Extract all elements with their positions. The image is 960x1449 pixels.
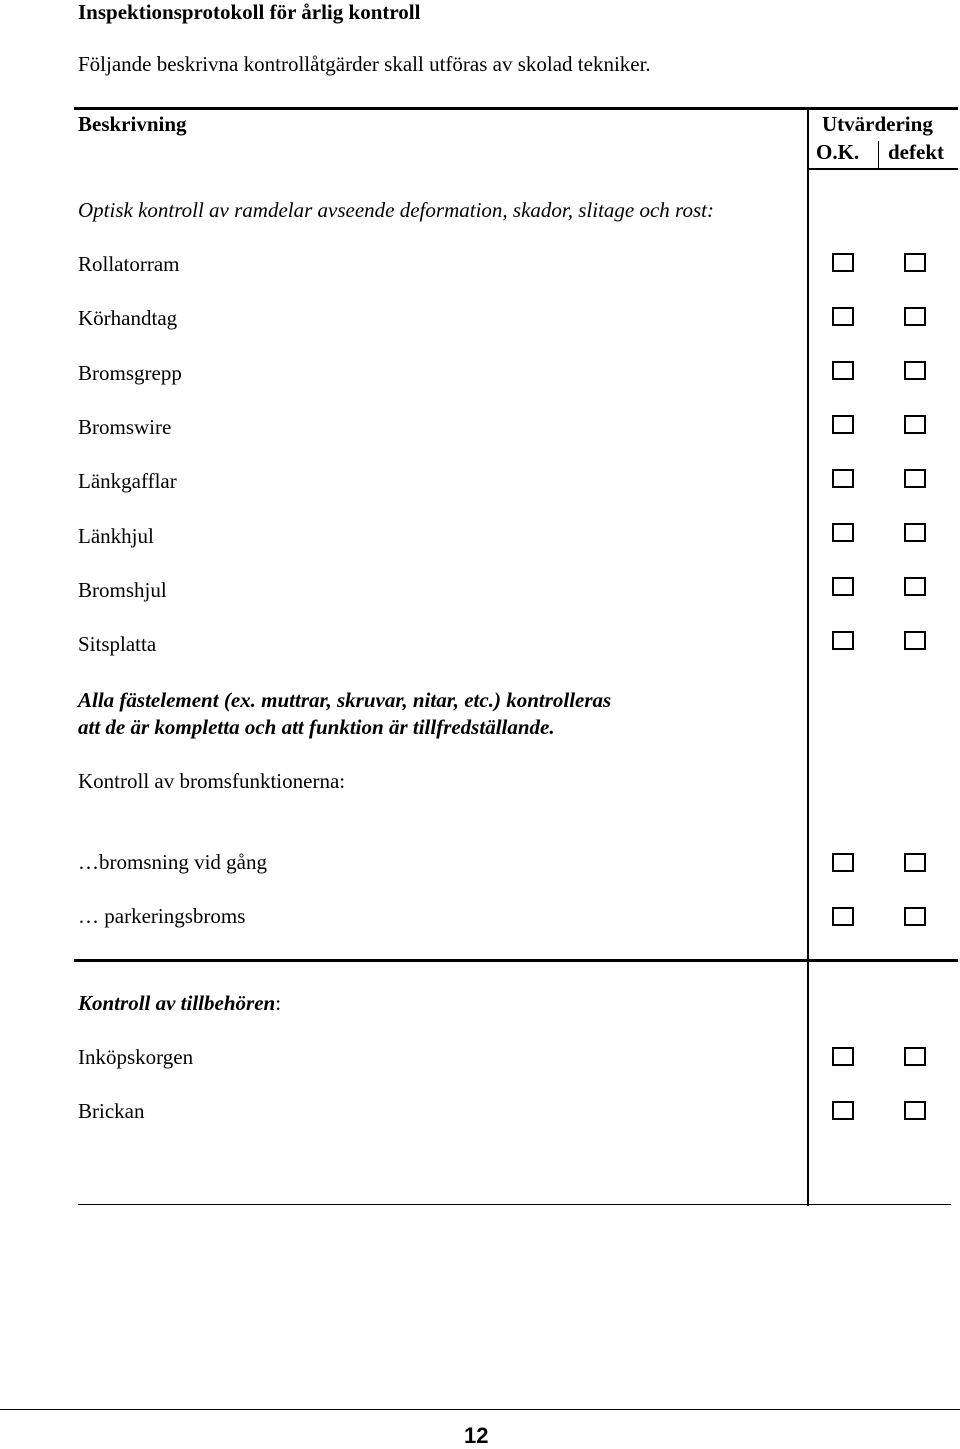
ok-checkbox[interactable] bbox=[832, 361, 854, 380]
defect-checkbox[interactable] bbox=[904, 523, 926, 542]
checklist-item-label: Inköpskorgen bbox=[78, 1045, 194, 1069]
evaluation-column-divider-lower bbox=[807, 961, 809, 1206]
section-heading-frame-check: Optisk kontroll av ramdelar avseende deformation, skador, slitage och rost: bbox=[78, 198, 714, 222]
defect-checkbox[interactable] bbox=[904, 907, 926, 926]
ok-checkbox[interactable] bbox=[832, 307, 854, 326]
section-heading-brake-check: Kontroll av bromsfunktionerna: bbox=[78, 769, 346, 793]
column-header-evaluation: Utvärdering bbox=[822, 112, 933, 136]
evaluation-column-divider bbox=[807, 108, 809, 961]
checklist-item-label: Länkgafflar bbox=[78, 469, 177, 493]
table-section-rule bbox=[74, 959, 958, 962]
defect-checkbox[interactable] bbox=[904, 361, 926, 380]
defect-checkbox[interactable] bbox=[904, 631, 926, 650]
ok-defect-divider bbox=[878, 141, 879, 169]
ok-checkbox[interactable] bbox=[832, 415, 854, 434]
section-heading-colon: : bbox=[275, 991, 282, 1015]
section-heading-accessories bbox=[78, 991, 281, 1015]
checklist-item-label: Brickan bbox=[78, 1099, 145, 1123]
defect-checkbox[interactable] bbox=[904, 415, 926, 434]
evaluation-header-underline bbox=[809, 168, 958, 170]
defect-checkbox[interactable] bbox=[904, 307, 926, 326]
fastener-note-line2: att de är kompletta och att funktion är tillfredställande. bbox=[78, 715, 555, 739]
checklist-item-label: Länkhjul bbox=[78, 524, 154, 548]
footer-rule bbox=[0, 1409, 960, 1410]
ok-checkbox[interactable] bbox=[832, 1047, 854, 1066]
defect-checkbox[interactable] bbox=[904, 853, 926, 872]
column-header-ok: O.K. bbox=[816, 140, 860, 164]
ok-checkbox[interactable] bbox=[832, 907, 854, 926]
ok-checkbox[interactable] bbox=[832, 631, 854, 650]
defect-checkbox[interactable] bbox=[904, 469, 926, 488]
checklist-item-label: Rollatorram bbox=[78, 252, 180, 276]
defect-checkbox[interactable] bbox=[904, 253, 926, 272]
defect-checkbox[interactable] bbox=[904, 1101, 926, 1120]
fastener-note-line1: Alla fästelement (ex. muttrar, skruvar, nitar, etc.) kontrolleras bbox=[78, 688, 612, 712]
signature-line bbox=[78, 1204, 951, 1205]
column-header-description: Beskrivning bbox=[78, 112, 187, 136]
ok-checkbox[interactable] bbox=[832, 1101, 854, 1120]
column-header-defect: defekt bbox=[888, 140, 944, 164]
checklist-item-label: Bromsgrepp bbox=[78, 361, 182, 385]
ok-checkbox[interactable] bbox=[832, 469, 854, 488]
ok-checkbox[interactable] bbox=[832, 253, 854, 272]
ok-checkbox[interactable] bbox=[832, 853, 854, 872]
section-heading-accessories-text: Kontroll av tillbehören bbox=[78, 991, 276, 1015]
checklist-item-label: …bromsning vid gång bbox=[78, 850, 267, 874]
checklist-item-label: Körhandtag bbox=[78, 306, 178, 330]
defect-checkbox[interactable] bbox=[904, 1047, 926, 1066]
document-title: Inspektionsprotokoll för årlig kontroll bbox=[78, 0, 421, 24]
page-number: 12 bbox=[464, 1423, 489, 1448]
defect-checkbox[interactable] bbox=[904, 577, 926, 596]
checklist-item-label: Bromshjul bbox=[78, 578, 167, 602]
table-top-rule bbox=[74, 107, 958, 110]
checklist-item-label: Sitsplatta bbox=[78, 632, 157, 656]
document-subtitle: Följande beskrivna kontrollåtgärder skall utföras av skolad tekniker. bbox=[78, 52, 651, 76]
ok-checkbox[interactable] bbox=[832, 523, 854, 542]
checklist-item-label: … parkeringsbroms bbox=[78, 904, 246, 928]
ok-checkbox[interactable] bbox=[832, 577, 854, 596]
checklist-item-label: Bromswire bbox=[78, 415, 172, 439]
